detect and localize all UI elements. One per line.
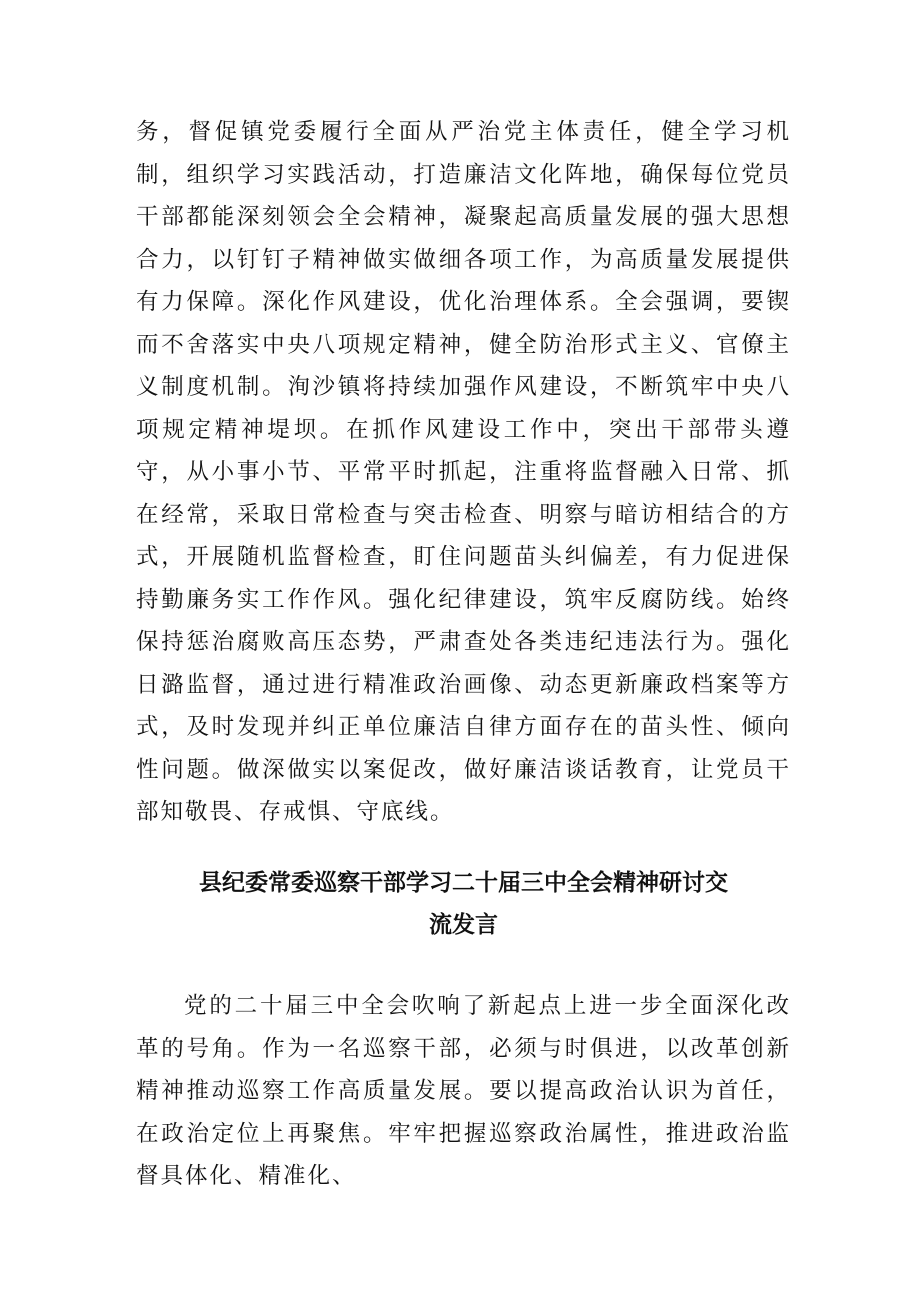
section-heading-line-2: 流发言 bbox=[429, 912, 498, 938]
section-heading-line-1: 县纪委常委巡察干部学习二十届三中全会精神研讨交 bbox=[199, 870, 728, 896]
body-paragraph: 党的二十届三中全会吹响了新起点上进一步全面深化改革的号角。作为一名巡察干部，必须与时俱进，以改革创新精神推动巡察工作高质量发展。要以提高政治认识为首任，在政治定位上再聚焦。牢牢把握巡察政治属性，推进政治监督具体化、精准化、 bbox=[136, 993, 791, 1189]
body-paragraph: 务，督促镇党委履行全面从严治党主体责任，健全学习机制，组织学习实践活动，打造廉洁文化阵地，确保每位党员干部都能深刻领会全会精神，凝聚起高质量发展的强大思想合力，以钉钉子精神做实做细各项工作，为高质量发展提供有力保障。深化作风建设，优化治理体系。全会强调，要锲而不舍落实中央八项规定精神，健全防治形式主义、官僚主义制度机制。洵沙镇将持续加强作风建设，不断筑牢中央八项规定精神堤坝。在抓作风建设工作中，突出干部带头遵守，从小事小节、平常平时抓起，注重将监督融入日常、抓在经常，采取日常检查与突击检查、明察与暗访相结合的方式，开展随机监督检查，盯住问题苗头纠偏差，有力促进保持勤廉务实工作作风。强化纪律建设，筑牢反腐防线。始终保持惩治腐败高压态势，严肃查处各类违纪违法行为。强化日潞监督，通过进行精准政治画像、动态更新廉政档案等方式，及时发现并纠正单位廉洁自律方面存在的苗头性、倾向性问题。做深做实以案促改，做好廉洁谈话教育，让党员干部知敬畏、存戒惧、守底线。 bbox=[136, 119, 791, 825]
section-heading bbox=[136, 862, 791, 946]
